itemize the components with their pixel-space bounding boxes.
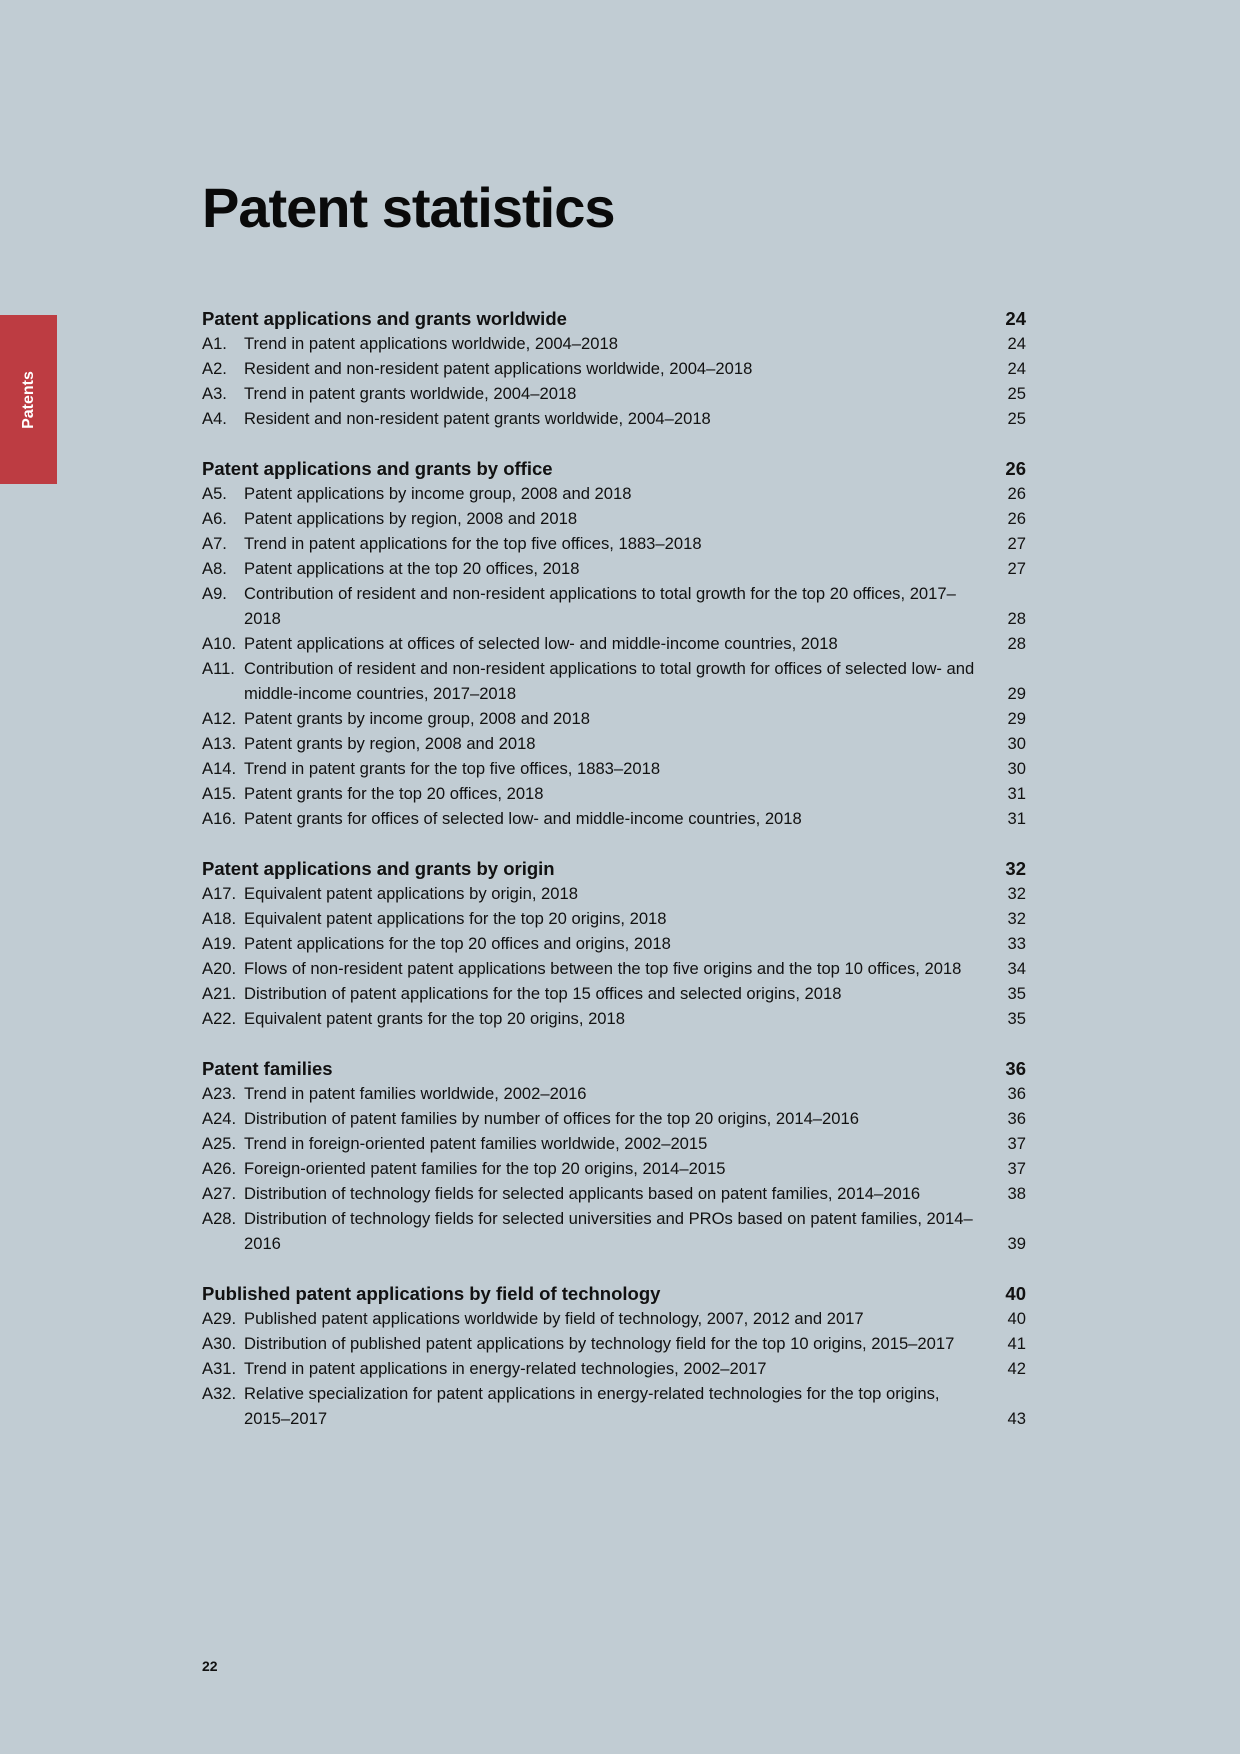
entry-title: Trend in patent applications in energy-related technologies, 2002–2017 [244, 1359, 767, 1378]
entry-page: 34 [1007, 959, 1026, 978]
entry-title: Distribution of patent families by number of offices for the top 20 origins, 2014–2016 [244, 1109, 859, 1128]
entry-page: 37 [1007, 1134, 1026, 1153]
toc-entry[interactable] [202, 756, 1026, 781]
side-tab-label: Patents [19, 370, 37, 429]
toc-entry[interactable] [202, 1381, 1026, 1431]
toc-entry[interactable] [202, 1331, 1026, 1356]
entry-title: Trend in foreign-oriented patent families worldwide, 2002–2015 [244, 1134, 708, 1153]
entry-page: 26 [1007, 484, 1026, 503]
entry-number: A31. [202, 1359, 237, 1378]
toc-entry[interactable] [202, 381, 1026, 406]
entry-title: Flows of non-resident patent applications between the top five origins and the top 10 offices, 2018 [244, 959, 962, 978]
toc-entry[interactable] [202, 356, 1026, 381]
entry-number: A14. [202, 759, 237, 778]
toc-entry[interactable] [202, 981, 1026, 1006]
entry-number: A10. [202, 634, 237, 653]
entry-title: Equivalent patent applications by origin, 2018 [244, 884, 578, 903]
entry-page: 27 [1007, 534, 1026, 553]
toc-section [202, 856, 1026, 1031]
toc-section [202, 456, 1026, 831]
entry-page: 42 [1007, 1359, 1026, 1378]
entry-number: A29. [202, 1309, 237, 1328]
entry-number: A13. [202, 734, 237, 753]
entry-title: Patent grants for offices of selected low- and middle-income countries, 2018 [244, 809, 802, 828]
section-page: 40 [1005, 1283, 1026, 1304]
entry-page: 38 [1007, 1184, 1026, 1203]
entry-title: Patent applications at offices of selected low- and middle-income countries, 2018 [244, 634, 838, 653]
entry-number: A26. [202, 1159, 237, 1178]
toc-section-header[interactable] [202, 856, 1026, 881]
entry-number: A2. [202, 359, 227, 378]
page-number: 22 [202, 1658, 218, 1674]
entry-page: 25 [1007, 409, 1026, 428]
section-page: 24 [1005, 308, 1026, 329]
entry-page: 32 [1007, 884, 1026, 903]
entry-title: Trend in patent grants for the top five offices, 1883–2018 [244, 759, 661, 778]
entry-page: 39 [1007, 1234, 1026, 1253]
entry-title: Foreign-oriented patent families for the top 20 origins, 2014–2015 [244, 1159, 726, 1178]
entry-number: A7. [202, 534, 227, 553]
toc-section [202, 1281, 1026, 1431]
entry-number: A28. [202, 1209, 237, 1228]
entry-number: A6. [202, 509, 227, 528]
entry-title: Trend in patent applications worldwide, 2004–2018 [244, 334, 618, 353]
toc-entry[interactable] [202, 406, 1026, 431]
toc-entry[interactable] [202, 481, 1026, 506]
toc-entry[interactable] [202, 631, 1026, 656]
entry-page: 29 [1007, 684, 1026, 703]
entry-number: A27. [202, 1184, 237, 1203]
entry-title: Distribution of technology fields for selected universities and PROs based on patent families, 2014–2016 [244, 1209, 973, 1253]
entry-number: A17. [202, 884, 237, 903]
entry-page: 36 [1007, 1109, 1026, 1128]
section-title: Published patent applications by field of technology [202, 1283, 661, 1304]
entry-title: Equivalent patent grants for the top 20 origins, 2018 [244, 1009, 625, 1028]
entry-number: A16. [202, 809, 237, 828]
section-title: Patent applications and grants by office [202, 458, 553, 479]
entry-title: Patent applications for the top 20 offices and origins, 2018 [244, 934, 671, 953]
toc-entry[interactable] [202, 906, 1026, 931]
entry-number: A23. [202, 1084, 237, 1103]
page-title: Patent statistics [202, 176, 615, 239]
toc-entry[interactable] [202, 506, 1026, 531]
toc-entry[interactable] [202, 931, 1026, 956]
entry-page: 30 [1007, 759, 1026, 778]
entry-page: 31 [1007, 809, 1026, 828]
entry-title: Equivalent patent applications for the top 20 origins, 2018 [244, 909, 667, 928]
toc-entry[interactable] [202, 1206, 1026, 1256]
entry-title: Contribution of resident and non-resident applications to total growth for the top 20 offices, 2017–2018 [244, 584, 956, 628]
entry-number: A9. [202, 584, 227, 603]
toc-entry[interactable] [202, 706, 1026, 731]
entry-page: 28 [1007, 609, 1026, 628]
entry-title: Contribution of resident and non-resident applications to total growth for offices of selected low- and middle-income countries, 2017–2018 [244, 659, 975, 703]
entry-title: Resident and non-resident patent applications worldwide, 2004–2018 [244, 359, 753, 378]
entry-page: 24 [1007, 359, 1026, 378]
toc-entry[interactable] [202, 1181, 1026, 1206]
entry-page: 26 [1007, 509, 1026, 528]
toc-section-header[interactable] [202, 306, 1026, 331]
entry-page: 36 [1007, 1084, 1026, 1103]
entry-number: A25. [202, 1134, 237, 1153]
entry-number: A4. [202, 409, 227, 428]
entry-number: A20. [202, 959, 237, 978]
toc-entry[interactable] [202, 531, 1026, 556]
entry-page: 40 [1007, 1309, 1026, 1328]
entry-number: A30. [202, 1334, 237, 1353]
toc-entry[interactable] [202, 881, 1026, 906]
toc-entry[interactable] [202, 656, 1026, 706]
entry-page: 31 [1007, 784, 1026, 803]
entry-number: A21. [202, 984, 237, 1003]
toc-entry[interactable] [202, 781, 1026, 806]
entry-title: Trend in patent grants worldwide, 2004–2018 [244, 384, 577, 403]
entry-number: A15. [202, 784, 237, 803]
toc-entry[interactable] [202, 1306, 1026, 1331]
section-title: Patent applications and grants worldwide [202, 308, 567, 329]
toc-section [202, 1056, 1026, 1256]
section-page: 26 [1005, 458, 1026, 479]
entry-page: 30 [1007, 734, 1026, 753]
entry-number: A1. [202, 334, 227, 353]
toc-entry[interactable] [202, 1106, 1026, 1131]
section-title: Patent families [202, 1058, 333, 1079]
entry-page: 35 [1007, 984, 1026, 1003]
entry-title: Patent applications by region, 2008 and 2018 [244, 509, 578, 528]
entry-title: Distribution of published patent applications by technology field for the top 10 origins, 2015–2017 [244, 1334, 955, 1353]
entry-title: Patent grants by region, 2008 and 2018 [244, 734, 536, 753]
entry-number: A8. [202, 559, 227, 578]
entry-number: A18. [202, 909, 237, 928]
entry-title: Trend in patent applications for the top five offices, 1883–2018 [244, 534, 702, 553]
toc-entry[interactable] [202, 556, 1026, 581]
entry-number: A12. [202, 709, 237, 728]
entry-page: 28 [1007, 634, 1026, 653]
toc-entry[interactable] [202, 1006, 1026, 1031]
section-title: Patent applications and grants by origin [202, 858, 555, 879]
toc-section-header[interactable] [202, 1281, 1026, 1306]
section-side-tab [0, 315, 57, 484]
entry-number: A19. [202, 934, 237, 953]
entry-number: A11. [202, 659, 235, 678]
toc-section-header[interactable] [202, 456, 1026, 481]
entry-title: Patent grants for the top 20 offices, 2018 [244, 784, 544, 803]
entry-page: 27 [1007, 559, 1026, 578]
entry-page: 33 [1007, 934, 1026, 953]
entry-page: 24 [1007, 334, 1026, 353]
toc-section-header[interactable] [202, 1056, 1026, 1081]
entry-page: 37 [1007, 1159, 1026, 1178]
section-page: 32 [1005, 858, 1026, 879]
toc-entry[interactable] [202, 731, 1026, 756]
toc-section [202, 306, 1026, 431]
entry-page: 43 [1007, 1409, 1026, 1428]
entry-page: 41 [1007, 1334, 1026, 1353]
toc-entry[interactable] [202, 581, 1026, 631]
toc-entry[interactable] [202, 806, 1026, 831]
entry-number: A24. [202, 1109, 237, 1128]
toc-entry[interactable] [202, 956, 1026, 981]
entry-number: A3. [202, 384, 227, 403]
toc-entry[interactable] [202, 1156, 1026, 1181]
entry-title: Distribution of technology fields for selected applicants based on patent families, 2014–2016 [244, 1184, 921, 1203]
section-page: 36 [1005, 1058, 1026, 1079]
entry-page: 25 [1007, 384, 1026, 403]
entry-title: Distribution of patent applications for the top 15 offices and selected origins, 2018 [244, 984, 842, 1003]
entry-title: Trend in patent families worldwide, 2002–2016 [244, 1084, 587, 1103]
entry-title: Patent applications by income group, 2008 and 2018 [244, 484, 632, 503]
entry-page: 32 [1007, 909, 1026, 928]
entry-title: Patent applications at the top 20 offices, 2018 [244, 559, 580, 578]
table-of-contents [202, 306, 1026, 1456]
toc-entry[interactable] [202, 1081, 1026, 1106]
entry-title: Published patent applications worldwide by field of technology, 2007, 2012 and 2017 [244, 1309, 864, 1328]
entry-title: Resident and non-resident patent grants worldwide, 2004–2018 [244, 409, 711, 428]
toc-entry[interactable] [202, 331, 1026, 356]
entry-page: 35 [1007, 1009, 1026, 1028]
entry-title: Relative specialization for patent applications in energy-related technologies for the top origins, 2015–2017 [244, 1384, 940, 1428]
entry-number: A32. [202, 1384, 237, 1403]
toc-entry[interactable] [202, 1131, 1026, 1156]
entry-number: A5. [202, 484, 227, 503]
entry-title: Patent grants by income group, 2008 and 2018 [244, 709, 590, 728]
entry-page: 29 [1007, 709, 1026, 728]
toc-entry[interactable] [202, 1356, 1026, 1381]
entry-number: A22. [202, 1009, 237, 1028]
